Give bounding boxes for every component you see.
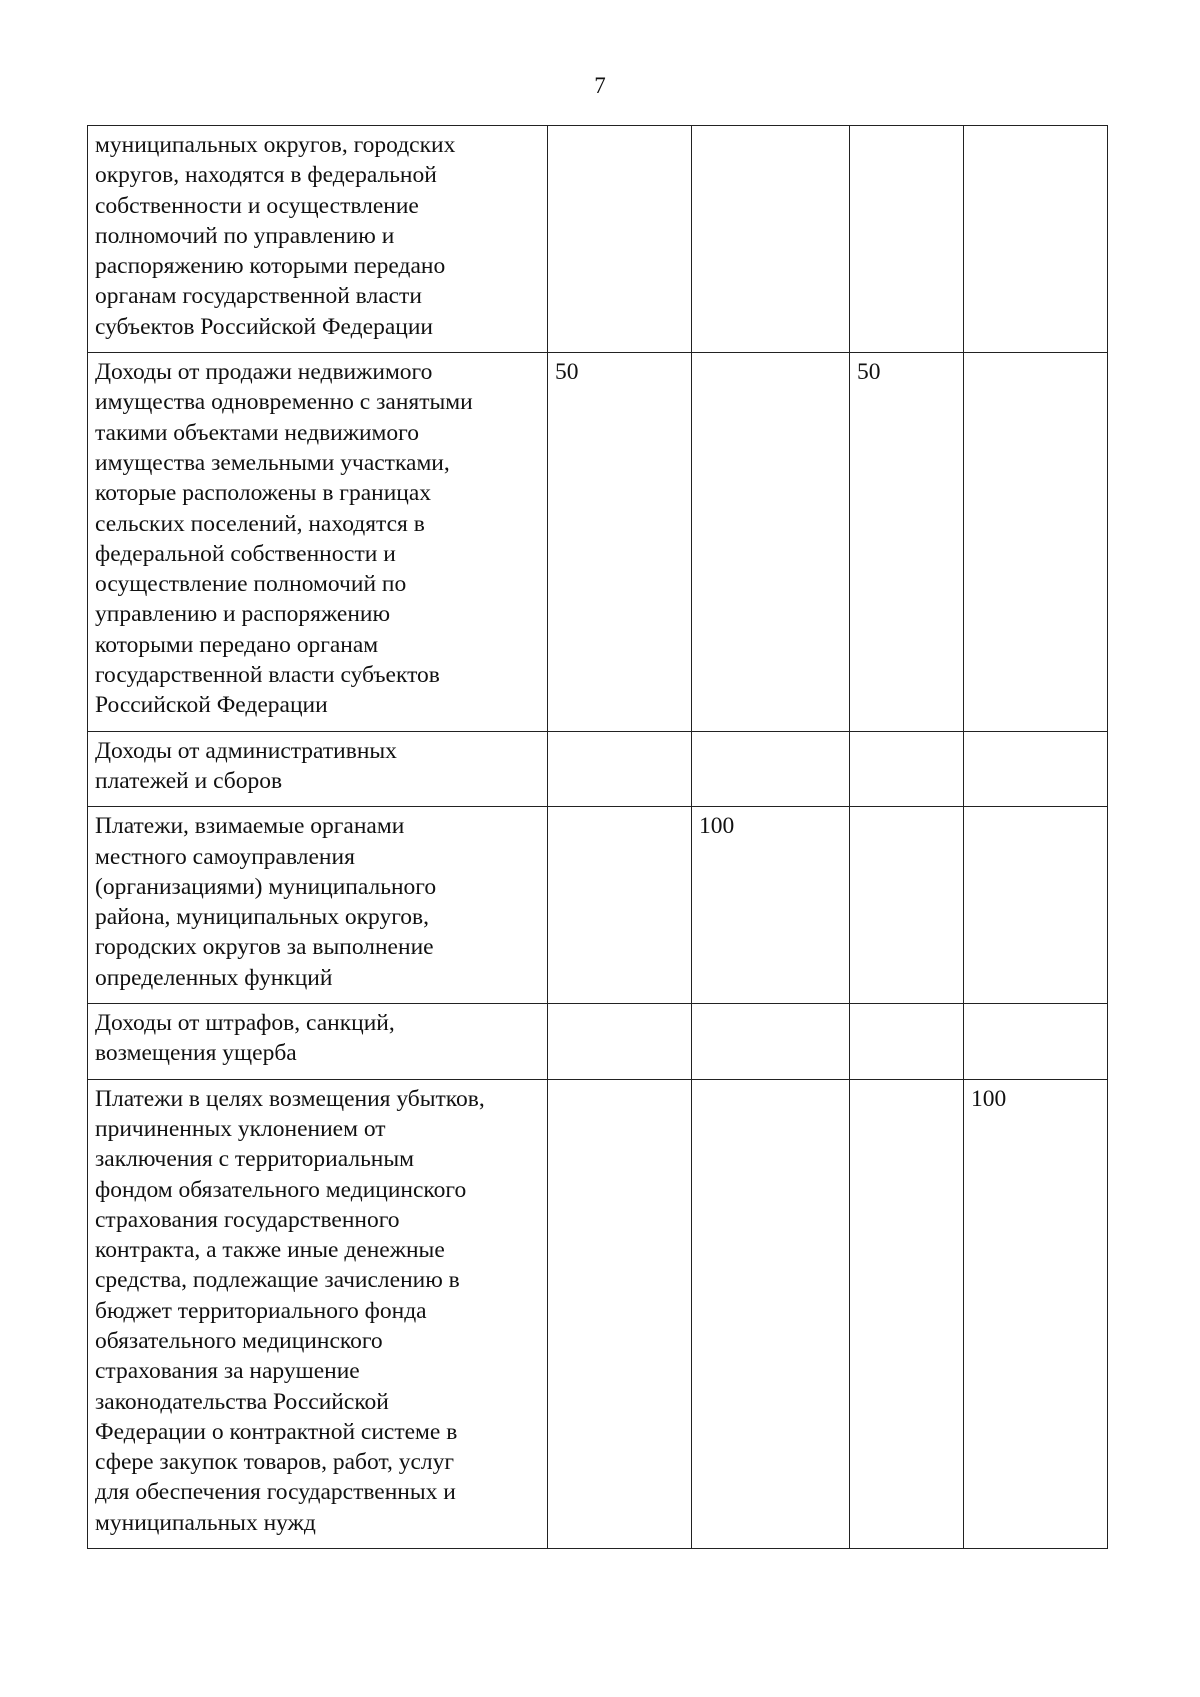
revenue-type-text-line: возмещения ущерба bbox=[95, 1040, 297, 1067]
percentage-cell bbox=[692, 731, 850, 807]
table-row bbox=[88, 731, 1108, 807]
revenue-type-text-line: Федерации о контрактной системе в bbox=[95, 1418, 458, 1445]
revenue-type-text-line: полномочий по управлению и bbox=[95, 222, 395, 249]
percentage-cell: 50 bbox=[548, 353, 692, 732]
percentage-cell: 100 bbox=[964, 1079, 1108, 1548]
percentage-cell bbox=[850, 731, 964, 807]
table-body bbox=[88, 126, 1108, 1549]
revenue-type-text-line: Доходы от штрафов, санкций, bbox=[95, 1010, 395, 1037]
revenue-type-cell bbox=[88, 731, 548, 807]
percentage-cell bbox=[850, 126, 964, 353]
revenue-type-text-line: такими объектами недвижимого bbox=[95, 419, 419, 446]
table-row bbox=[88, 126, 1108, 353]
percentage-cell bbox=[548, 807, 692, 1004]
revenue-type-text-line: обязательного медицинского bbox=[95, 1327, 383, 1354]
revenue-type-cell bbox=[88, 807, 548, 1004]
percentage-cell bbox=[692, 353, 850, 732]
table-row bbox=[88, 353, 1108, 732]
revenue-type-text-line: органам государственной власти bbox=[95, 283, 422, 310]
revenue-type-text-line: для обеспечения государственных и bbox=[95, 1479, 456, 1506]
table-row bbox=[88, 1004, 1108, 1080]
revenue-type-text-line: субъектов Российской Федерации bbox=[95, 313, 433, 340]
revenue-type-cell bbox=[88, 1079, 548, 1548]
percentage-cell bbox=[964, 126, 1108, 353]
revenue-type-text-line: муниципальных округов, городских bbox=[95, 132, 456, 158]
revenue-type-text-line: имущества одновременно с занятыми bbox=[95, 389, 473, 416]
revenue-type-text-line: страхования за нарушение bbox=[95, 1358, 360, 1385]
revenue-type-text-line: городских округов за выполнение bbox=[95, 934, 434, 961]
revenue-type-text-line: осуществление полномочий по bbox=[95, 571, 407, 598]
revenue-type-text-line: собственности и осуществление bbox=[95, 192, 419, 219]
revenue-type-cell bbox=[88, 126, 548, 353]
percentage-cell bbox=[964, 807, 1108, 1004]
revenue-type-text-line: сфере закупок товаров, работ, услуг bbox=[95, 1449, 454, 1476]
percentage-cell bbox=[850, 1079, 964, 1548]
revenue-type-text-line: района, муниципальных округов, bbox=[95, 904, 429, 931]
page-number: 7 bbox=[594, 73, 606, 98]
revenue-type-text-line: страхования государственного bbox=[95, 1206, 400, 1233]
revenue-type-text-line: Платежи в целях возмещения убытков, bbox=[95, 1085, 485, 1112]
revenue-type-text-line: муниципальных нужд bbox=[95, 1509, 316, 1536]
revenue-type-text-line: управлению и распоряжению bbox=[95, 601, 391, 628]
percentage-cell bbox=[692, 126, 850, 353]
revenue-type-text-line: определенных функций bbox=[95, 964, 333, 991]
percentage-cell: 50 bbox=[850, 353, 964, 732]
revenue-type-cell bbox=[88, 353, 548, 732]
percentage-cell bbox=[548, 1079, 692, 1548]
revenue-distribution-table bbox=[87, 125, 1108, 1549]
table-row bbox=[88, 807, 1108, 1004]
percentage-cell bbox=[964, 1004, 1108, 1080]
revenue-type-cell bbox=[88, 1004, 548, 1080]
revenue-type-text-line: округов, находятся в федеральной bbox=[95, 162, 437, 189]
percentage-cell bbox=[548, 126, 692, 353]
percentage-cell bbox=[850, 1004, 964, 1080]
revenue-type-text-line: которыми передано органам bbox=[95, 631, 379, 658]
percentage-cell: 100 bbox=[692, 807, 850, 1004]
revenue-type-text-line: Платежи, взимаемые органами bbox=[95, 813, 405, 840]
revenue-type-text-line: Российской Федерации bbox=[95, 692, 328, 719]
table-row bbox=[88, 1079, 1108, 1548]
revenue-type-text-line: причиненных уклонением от bbox=[95, 1115, 386, 1142]
revenue-type-text-line: местного самоуправления bbox=[95, 843, 355, 870]
revenue-type-text-line: государственной власти субъектов bbox=[95, 662, 440, 689]
revenue-type-text-line: контракта, а также иные денежные bbox=[95, 1237, 445, 1264]
percentage-cell bbox=[548, 1004, 692, 1080]
revenue-type-text-line: Доходы от продажи недвижимого bbox=[95, 359, 433, 386]
revenue-type-text-line: средства, подлежащие зачислению в bbox=[95, 1267, 460, 1294]
percentage-cell bbox=[548, 731, 692, 807]
revenue-type-text-line: фондом обязательного медицинского bbox=[95, 1176, 467, 1203]
percentage-cell bbox=[964, 353, 1108, 732]
revenue-type-text-line: Доходы от административных bbox=[95, 737, 397, 764]
revenue-type-text-line: законодательства Российской bbox=[95, 1388, 389, 1415]
revenue-type-text-line: имущества земельными участками, bbox=[95, 449, 450, 476]
percentage-cell bbox=[850, 807, 964, 1004]
revenue-type-text-line: федеральной собственности и bbox=[95, 540, 396, 567]
revenue-type-text-line: бюджет территориального фонда bbox=[95, 1297, 427, 1324]
percentage-cell bbox=[692, 1079, 850, 1548]
revenue-type-text-line: распоряжению которыми передано bbox=[95, 253, 446, 280]
percentage-cell bbox=[692, 1004, 850, 1080]
percentage-cell bbox=[964, 731, 1108, 807]
revenue-type-text-line: заключения с территориальным bbox=[95, 1146, 415, 1173]
revenue-type-text-line: которые расположены в границах bbox=[95, 480, 432, 507]
revenue-type-text-line: (организациями) муниципального bbox=[95, 873, 437, 900]
revenue-type-text-line: сельских поселений, находятся в bbox=[95, 510, 425, 537]
revenue-type-text-line: платежей и сборов bbox=[95, 767, 283, 794]
